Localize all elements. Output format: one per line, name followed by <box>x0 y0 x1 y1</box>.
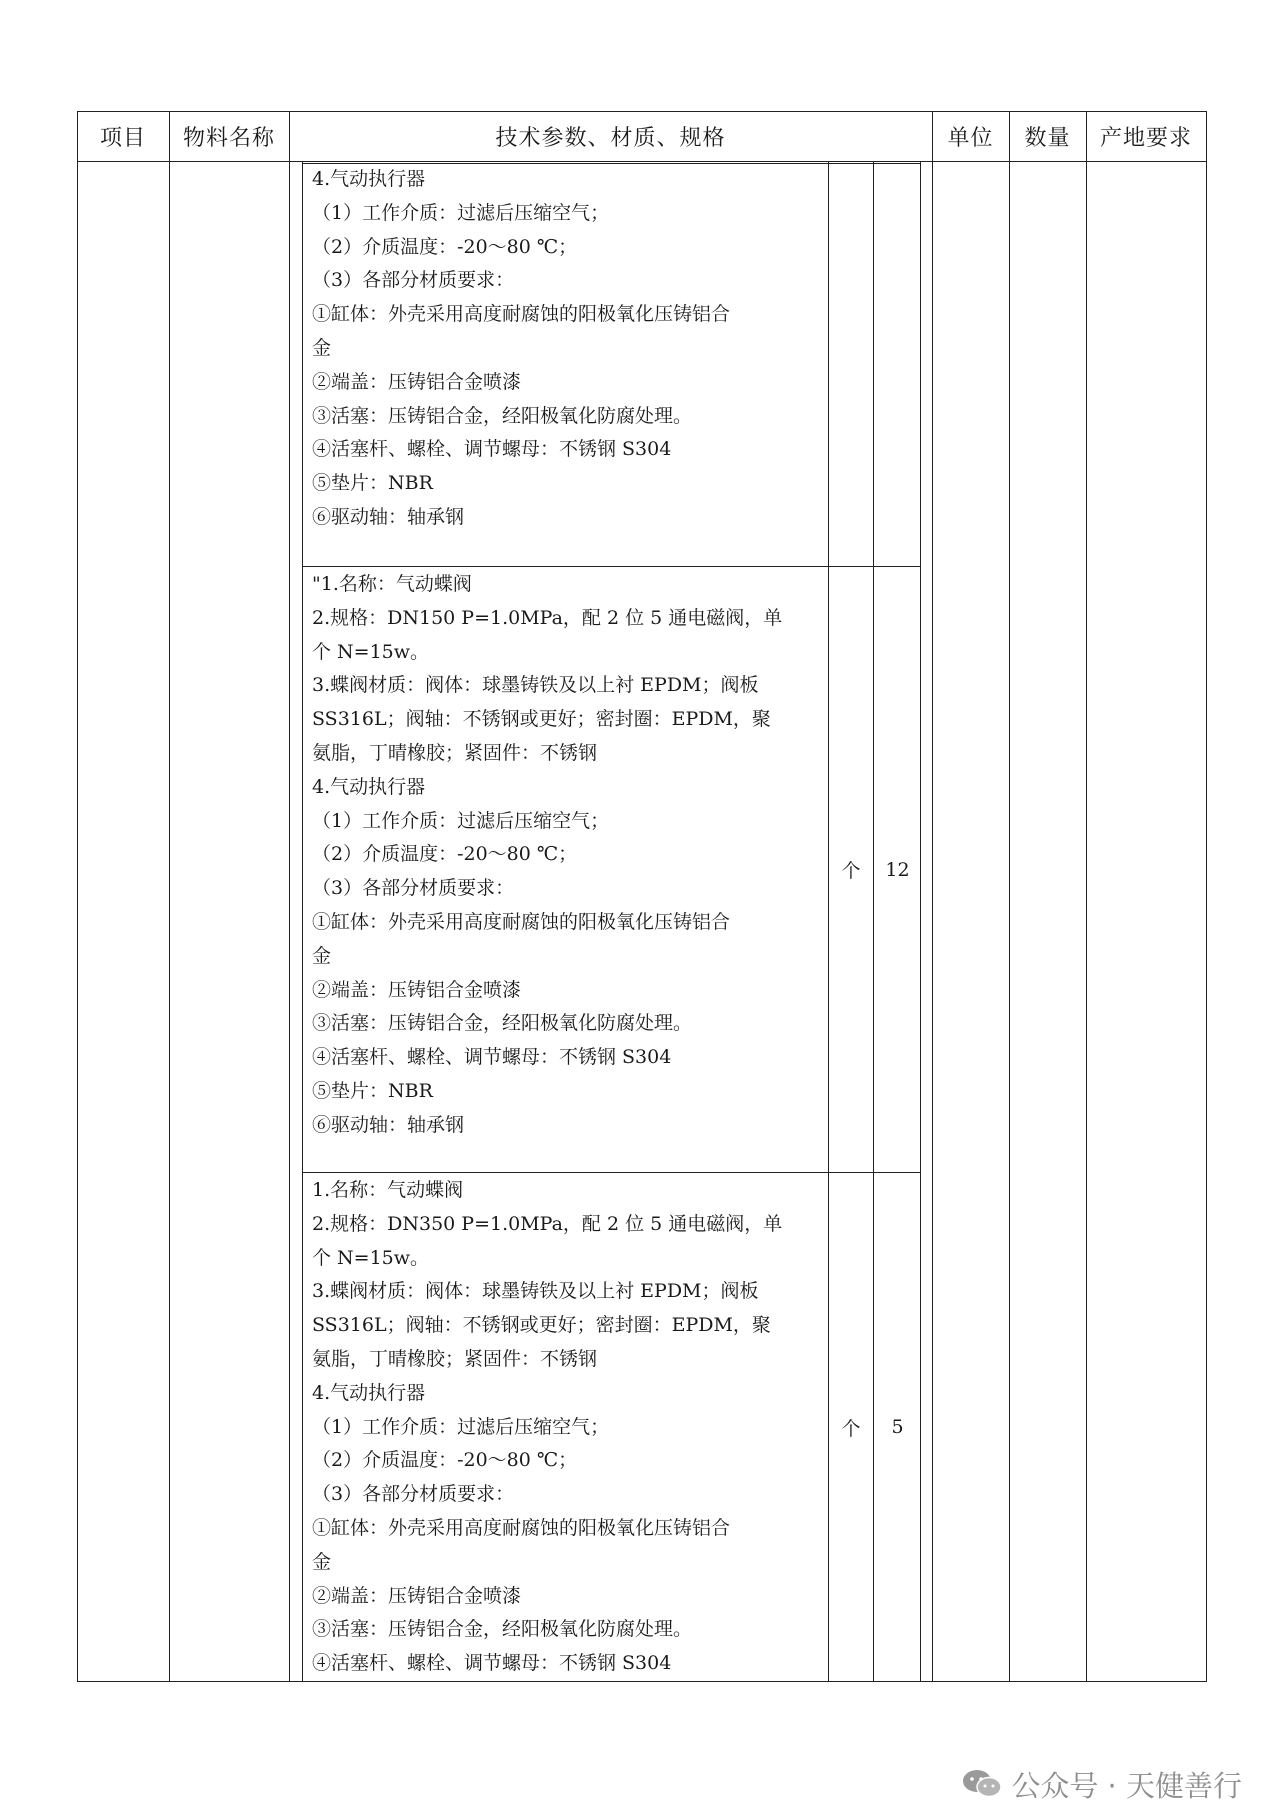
unit-cell-3: 个 <box>841 1417 861 1440</box>
spec-line: ②端盖：压铸铝合金喷漆 <box>312 978 522 1001</box>
spec-line: 2.规格：DN350 P=1.0MPa，配 2 位 5 通电磁阀，单 <box>312 1212 783 1235</box>
spec-line: 2.规格：DN150 P=1.0MPa，配 2 位 5 通电磁阀，单 <box>312 606 783 629</box>
col-divider-3 <box>932 111 933 1682</box>
header-spec: 技术参数、材质、规格 <box>495 125 726 151</box>
header-unit: 单位 <box>947 125 994 151</box>
spec-line: 3.蝶阀材质：阀体：球墨铸铁及以上衬 EPDM；阀板 <box>312 674 759 697</box>
header-material: 物料名称 <box>182 125 275 151</box>
spec-line: ①缸体：外壳采用高度耐腐蚀的阳极氧化压铸铝合 <box>312 1516 731 1539</box>
spec-line: ⑥驱动轴：轴承钢 <box>312 1113 465 1136</box>
spec-line: SS316L；阀轴：不锈钢或更好；密封圈：EPDM，聚 <box>312 1314 771 1337</box>
qty-cell-2: 12 <box>885 858 910 881</box>
spec-line: ⑤垫片：NBR <box>312 472 433 495</box>
spec-line: SS316L；阀轴：不锈钢或更好；密封圈：EPDM，聚 <box>312 708 771 731</box>
spec-line: ②端盖：压铸铝合金喷漆 <box>312 370 522 393</box>
spec-line: ①缸体：外壳采用高度耐腐蚀的阳极氧化压铸铝合 <box>312 303 731 326</box>
spec-line: （3）各部分材质要求： <box>312 877 515 900</box>
col-divider-1 <box>169 111 170 1682</box>
spec-line: 氨脂，丁晴橡胶；紧固件：不锈钢 <box>312 741 598 764</box>
spec-line: 个 N=15w。 <box>312 640 430 663</box>
spec-line: ⑥驱动轴：轴承钢 <box>312 505 465 528</box>
spec-line: 1.名称：气动蝶阀 <box>312 1179 464 1201</box>
spec-line: 4.气动执行器 <box>312 1381 426 1404</box>
spec-line: ④活塞杆、螺栓、调节螺母：不锈钢 S304 <box>312 438 672 461</box>
unit-cell-2: 个 <box>841 860 861 882</box>
spec-line: 金 <box>312 1550 332 1573</box>
header-qty: 数量 <box>1024 125 1071 151</box>
spec-line: （2）介质温度：-20～80 ℃； <box>312 843 578 866</box>
qty-cell-3: 5 <box>891 1416 904 1438</box>
header-origin: 产地要求 <box>1099 125 1192 151</box>
col-divider-2 <box>289 111 290 1682</box>
spec-line: 4.气动执行器 <box>312 168 426 190</box>
table-left-border <box>77 111 78 1682</box>
spec-line: ③活塞：压铸铝合金，经阳极氧化防腐处理。 <box>312 1012 693 1035</box>
spec-line: 个 N=15w。 <box>312 1246 430 1269</box>
spec-line: ③活塞：压铸铝合金，经阳极氧化防腐处理。 <box>312 1618 693 1641</box>
spec-line: （3）各部分材质要求： <box>312 269 515 292</box>
spec-line: ③活塞：压铸铝合金，经阳极氧化防腐处理。 <box>312 404 693 427</box>
spec-line: （2）介质温度：-20～80 ℃； <box>312 235 578 258</box>
spec-line: ①缸体：外壳采用高度耐腐蚀的阳极氧化压铸铝合 <box>312 910 731 933</box>
table-right-border <box>1206 111 1207 1682</box>
spec-line: （1）工作介质：过滤后压缩空气； <box>312 1415 610 1438</box>
spec-line: ⑤垫片：NBR <box>312 1079 433 1102</box>
spec-block-3 <box>312 1174 817 1681</box>
spec-line: ④活塞杆、螺栓、调节螺母：不锈钢 S304 <box>312 1046 672 1069</box>
header-project: 项目 <box>99 125 146 151</box>
spec-line: ④活塞杆、螺栓、调节螺母：不锈钢 S304 <box>312 1652 672 1675</box>
spec-line: （3）各部分材质要求： <box>312 1483 515 1506</box>
spec-line: 氨脂，丁晴橡胶；紧固件：不锈钢 <box>312 1347 598 1370</box>
spec-line: （1）工作介质：过滤后压缩空气； <box>312 201 610 224</box>
spec-line: （1）工作介质：过滤后压缩空气； <box>312 809 610 832</box>
spec-line: 金 <box>312 944 332 967</box>
spec-line: 3.蝶阀材质：阀体：球墨铸铁及以上衬 EPDM；阀板 <box>312 1280 759 1303</box>
col-divider-5 <box>1086 111 1087 1682</box>
wechat-icon <box>961 1768 1003 1800</box>
watermark-text: 公众号 · 天健善行 <box>1011 1768 1242 1803</box>
spec-block-2 <box>312 568 817 1143</box>
spec-block-1 <box>312 163 817 535</box>
spec-line: 4.气动执行器 <box>312 775 426 798</box>
spec-line: "1.名称：气动蝶阀 <box>312 573 472 595</box>
col-divider-4 <box>1009 111 1010 1682</box>
wechat-watermark <box>961 1766 1242 1802</box>
spec-line: ②端盖：压铸铝合金喷漆 <box>312 1584 522 1607</box>
spec-line: 金 <box>312 336 332 359</box>
spec-line: （2）介质温度：-20～80 ℃； <box>312 1449 578 1472</box>
